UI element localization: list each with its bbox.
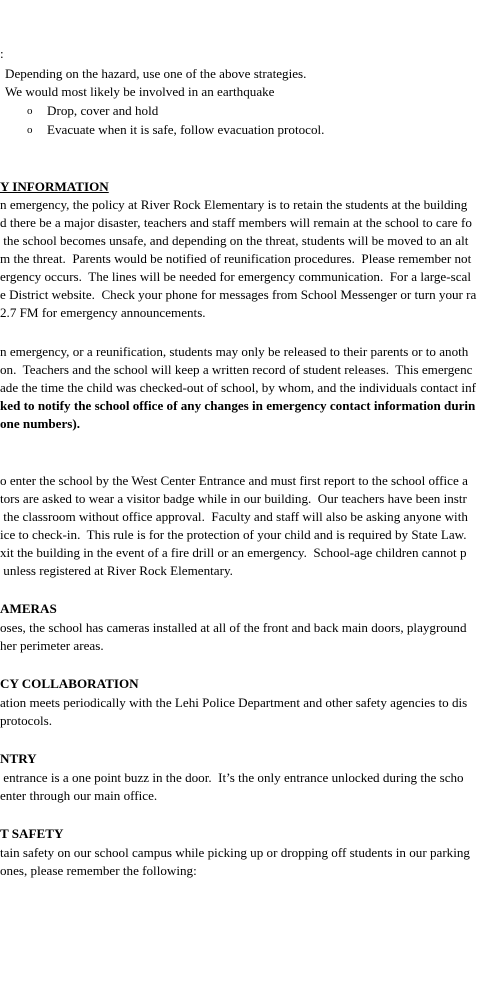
bold-notice-line: one numbers). [0, 416, 81, 431]
paragraph-line: e District website. Check your phone for messages from School Messenger or turn your ra [0, 287, 477, 302]
bullet-circle-icon: o [27, 124, 33, 136]
paragraph-line: n emergency, the policy at River Rock Elementary is to retain the students at the building [0, 197, 468, 212]
paragraph-line: oses, the school has cameras installed at all of the front and back main doors, playground [0, 620, 467, 635]
bold-notice-line: ked to notify the school office of any changes in emergency contact information durin [0, 398, 476, 413]
section-heading-entry: NTRY [0, 751, 37, 766]
strategy-bullet-item: Evacuate when it is safe, follow evacuation protocol. [47, 122, 325, 137]
strategy-line: Depending on the hazard, use one of the above strategies. [5, 66, 307, 81]
paragraph-line: the classroom without office approval. Faculty and staff will also be asking anyone with [0, 509, 468, 524]
bullet-circle-icon: o [27, 105, 33, 117]
strategy-line: We would most likely be involved in an earthquake [5, 84, 275, 99]
paragraph-line: the school becomes unsafe, and depending on the threat, students will be moved to an alt [0, 233, 469, 248]
paragraph-line: tain safety on our school campus while picking up or dropping off students in our parking [0, 845, 470, 860]
section-heading-collaboration: CY COLLABORATION [0, 676, 139, 691]
paragraph-line: 2.7 FM for emergency announcements. [0, 305, 206, 320]
paragraph-line: m the threat. Parents would be notified of reunification procedures. Please remember not [0, 251, 472, 266]
paragraph-line: unless registered at River Rock Elementary. [0, 563, 233, 578]
paragraph-line: ice to check-in. This rule is for the protection of your child and is required by State Law. [0, 527, 467, 542]
paragraph-line: ation meets periodically with the Lehi Police Department and other safety agencies to dis [0, 695, 468, 710]
paragraph-line: entrance is a one point buzz in the door. It’s the only entrance unlocked during the scho [0, 770, 464, 785]
paragraph-line: her perimeter areas. [0, 638, 104, 653]
section-fragment: : [0, 46, 4, 61]
paragraph-line: xit the building in the event of a fire drill or an emergency. School-age children cannot p [0, 545, 467, 560]
paragraph-line: ones, please remember the following: [0, 863, 197, 878]
paragraph-line: d there be a major disaster, teachers and staff members will remain at the school to care fo [0, 215, 472, 230]
section-heading-parking-safety: T SAFETY [0, 826, 64, 841]
paragraph-line: ade the time the child was checked-out of school, by whom, and the individuals contact inf [0, 380, 476, 395]
paragraph-line: on. Teachers and the school will keep a written record of student releases. This emergenc [0, 362, 473, 377]
section-heading-information: Y INFORMATION [0, 179, 109, 194]
paragraph-line: enter through our main office. [0, 788, 158, 803]
section-heading-cameras: AMERAS [0, 601, 57, 616]
paragraph-line: n emergency, or a reunification, students may only be released to their parents or to anoth [0, 344, 469, 359]
paragraph-line: o enter the school by the West Center Entrance and must first report to the school office a [0, 473, 468, 488]
paragraph-line: tors are asked to wear a visitor badge while in our building. Our teachers have been instr [0, 491, 467, 506]
paragraph-line: protocols. [0, 713, 53, 728]
strategy-bullet-item: Drop, cover and hold [47, 103, 159, 118]
paragraph-line: ergency occurs. The lines will be needed for emergency communication. For a large-scal [0, 269, 471, 284]
